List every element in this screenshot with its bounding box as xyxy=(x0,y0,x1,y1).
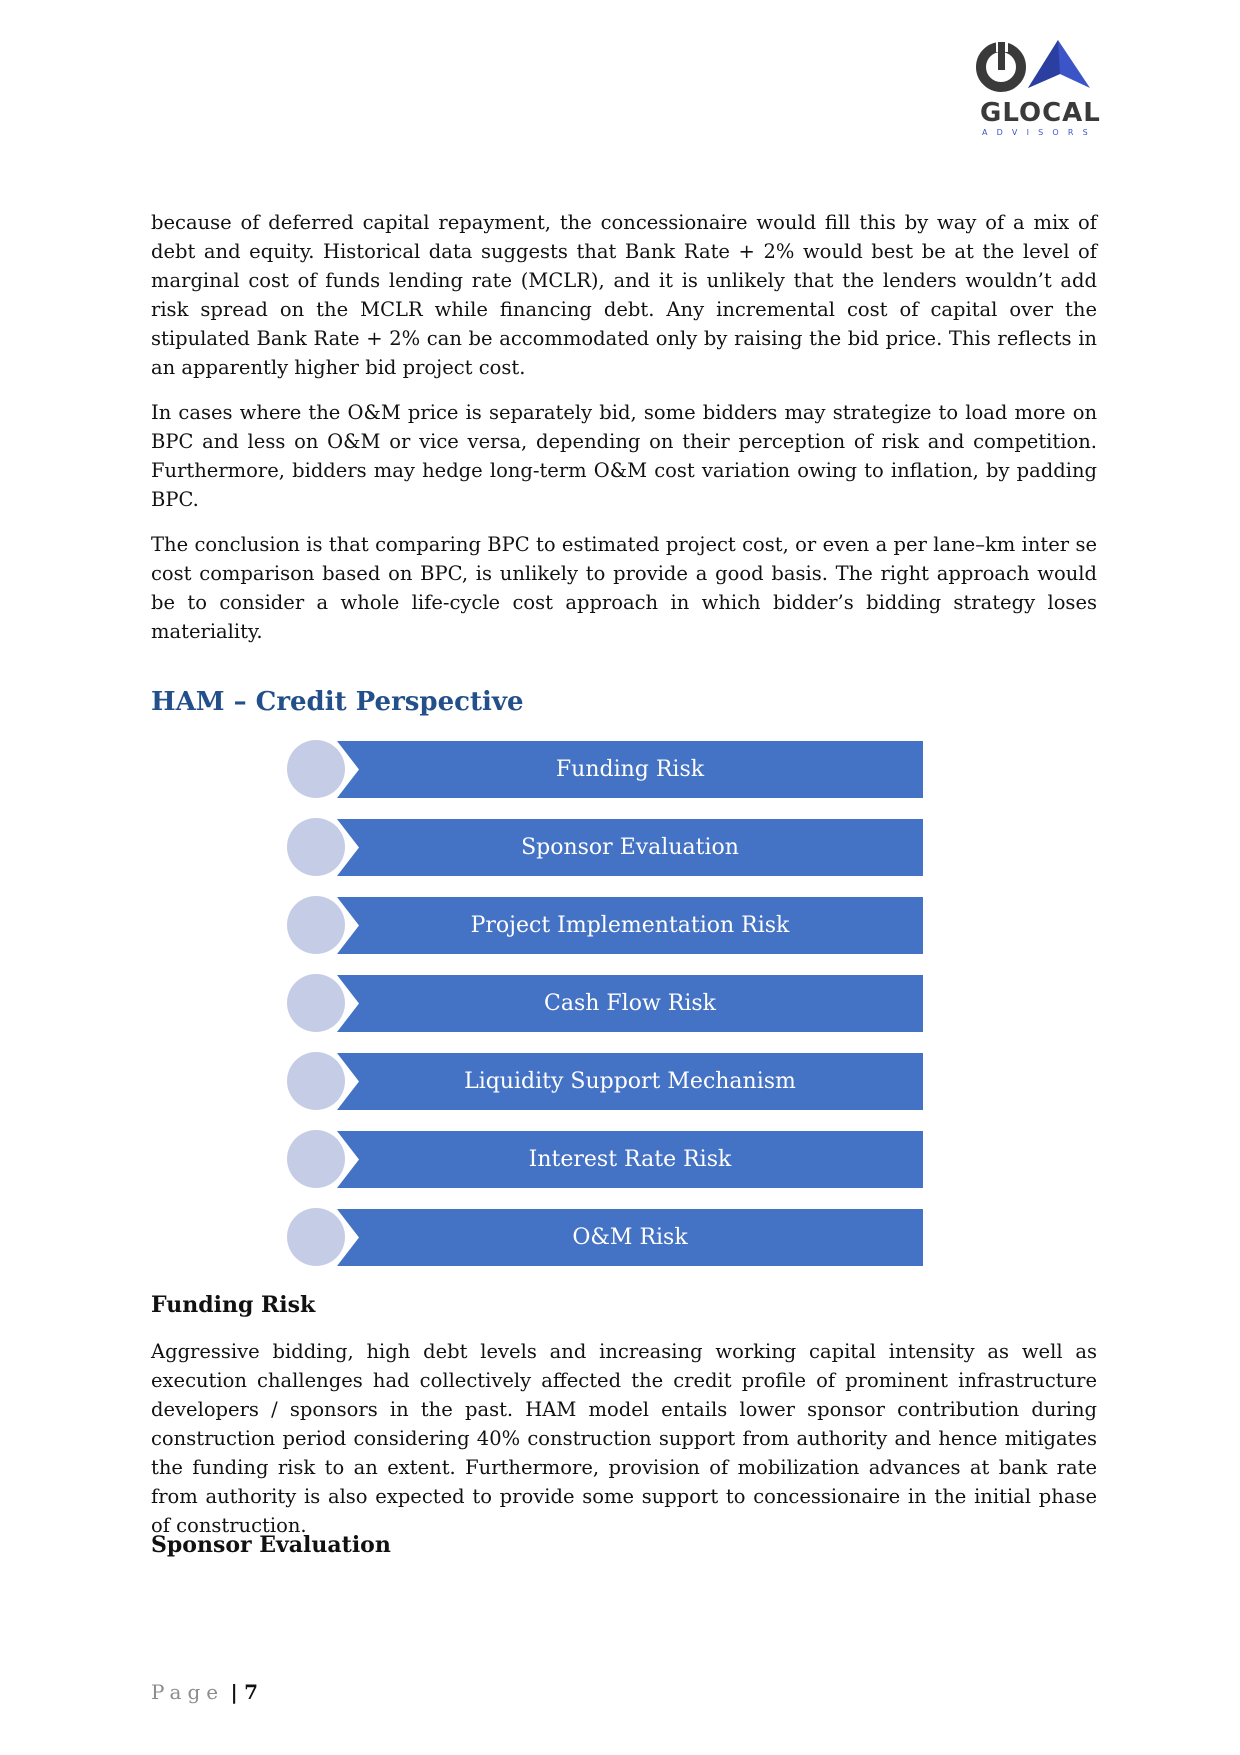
section-title: HAM – Credit Perspective xyxy=(151,687,524,717)
diagram-item xyxy=(287,896,923,954)
funding-risk-heading: Funding Risk xyxy=(151,1292,316,1318)
glocal-logo xyxy=(976,38,1101,138)
diagram-item-label: Interest Rate Risk xyxy=(528,1147,732,1172)
sponsor-evaluation-heading: Sponsor Evaluation xyxy=(151,1532,391,1558)
paragraph: The conclusion is that comparing BPC to estimated project cost, or even a per lane–km inter se cost comparison based on BPC, is unlikely to provide a good basis. The right approach would be to consider a whole life-cycle cost approach in which bidder’s bidding strategy loses materiality. xyxy=(151,533,1097,643)
diagram-bullet-circle xyxy=(287,818,345,876)
funding-risk-section xyxy=(151,1337,1097,1556)
diagram-item xyxy=(287,974,923,1032)
intro-text xyxy=(151,208,1097,662)
glocal-logo-mark-icon xyxy=(976,38,1092,96)
funding-risk-paragraph: Aggressive bidding, high debt levels and increasing working capital intensity as well as execution challenges had collectively affected the credit profile of prominent infrastructure developers / sponsors in the past. HAM model entails lower sponsor contribution during construction period considering 40% construction support from authority and hence mitigates the funding risk to an extent. Furthermore, provision of mobilization advances at bank rate from authority is also expected to provide some support to concessionaire in the initial phase of construction. xyxy=(151,1340,1097,1537)
diagram-item-label: Liquidity Support Mechanism xyxy=(464,1069,796,1094)
diagram-item-label: Sponsor Evaluation xyxy=(521,835,739,860)
page-separator: | xyxy=(230,1680,238,1704)
diagram-bullet-circle xyxy=(287,1052,345,1110)
diagram-item-label: Cash Flow Risk xyxy=(544,991,716,1016)
diagram-bullet-circle xyxy=(287,1208,345,1266)
diagram-item xyxy=(287,740,923,798)
diagram-item xyxy=(287,1130,923,1188)
diagram-item-label: Project Implementation Risk xyxy=(470,913,790,938)
diagram-item xyxy=(287,818,923,876)
logo-wordmark: GLOCAL xyxy=(980,98,1101,128)
diagram-item-label: Funding Risk xyxy=(555,757,705,782)
paragraph: because of deferred capital repayment, the concessionaire would fill this by way of a mix of debt and equity. Historical data suggests that Bank Rate + 2% would best be at the level of marginal cost of funds lending rate (MCLR), and it is unlikely that the lenders wouldn’t add risk spread on the MCLR while financing debt. Any incremental cost of capital over the stipulated Bank Rate + 2% can be accommodated only by raising the bid price. This reflects in an apparently higher bid project cost. xyxy=(151,211,1097,379)
paragraph: In cases where the O&M price is separately bid, some bidders may strategize to load more on BPC and less on O&M or vice versa, depending on their perception of risk and competition. Furthermore, bidders may hedge long-term O&M cost variation owing to inflation, by padding BPC. xyxy=(151,401,1097,511)
diagram-bullet-circle xyxy=(287,740,345,798)
credit-perspective-diagram xyxy=(287,740,923,1266)
page-number: 7 xyxy=(244,1680,259,1704)
page-label: Page xyxy=(151,1680,225,1704)
diagram-item xyxy=(287,1208,923,1266)
diagram-bullet-circle xyxy=(287,1130,345,1188)
diagram-item xyxy=(287,1052,923,1110)
diagram-bullet-circle xyxy=(287,896,345,954)
page-footer xyxy=(151,1678,258,1706)
logo-tagline: ADVISORS xyxy=(982,128,1097,137)
diagram-bullet-circle xyxy=(287,974,345,1032)
diagram-item-label: O&M Risk xyxy=(572,1225,688,1250)
